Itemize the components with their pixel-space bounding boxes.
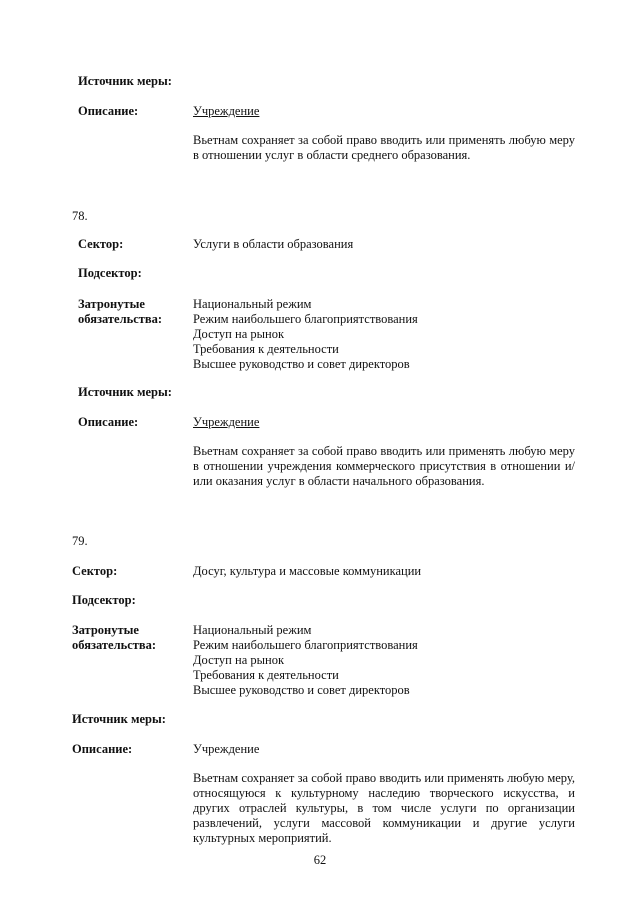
obligation-item: Высшее руководство и совет директоров xyxy=(193,357,410,371)
obligation-item: Национальный режим xyxy=(193,297,312,311)
obligations-label xyxy=(78,297,162,327)
obligations-label xyxy=(72,623,156,653)
source-label: Источник меры: xyxy=(78,74,172,88)
description-value: Учреждение xyxy=(193,104,260,118)
subsector-label: Подсектор: xyxy=(72,593,136,607)
description-text: Вьетнам сохраняет за собой право вводить или применять любую меру в отношении услуг в области среднего образования. xyxy=(193,133,575,162)
page-number: 62 xyxy=(313,853,327,867)
source-label: Источник меры: xyxy=(78,385,172,399)
obligation-item: Режим наибольшего благоприятствования xyxy=(193,638,418,652)
obligation-item: Требования к деятельности xyxy=(193,668,339,682)
sector-label: Сектор: xyxy=(72,564,118,578)
description-label: Описание: xyxy=(78,415,139,429)
obligations-list xyxy=(193,297,418,372)
obligations-label-line2: обязательства: xyxy=(72,638,157,652)
obligations-list xyxy=(193,623,418,698)
sector-label: Сектор: xyxy=(78,237,124,251)
obligation-item: Доступ на рынок xyxy=(193,327,285,341)
subsector-label: Подсектор: xyxy=(78,266,142,280)
sector-value: Услуги в области образования xyxy=(193,237,354,251)
entry-number: 79. xyxy=(72,534,88,548)
source-label: Источник меры: xyxy=(72,712,166,726)
obligations-label-line1: Затронутые xyxy=(72,623,139,637)
description-text: Вьетнам сохраняет за собой право вводить или применять любую меру, относящуюся к культурному наследию творческого искусства, и других отраслей культуры, в том числе услуги по организации развлечений, услуги массовой коммуникации и другие услуги культурных мероприятий. xyxy=(193,771,575,845)
obligations-label-line1: Затронутые xyxy=(78,297,145,311)
obligation-item: Высшее руководство и совет директоров xyxy=(193,683,410,697)
sector-value: Досуг, культура и массовые коммуникации xyxy=(193,564,422,578)
entry-number: 78. xyxy=(72,209,88,223)
description-label: Описание: xyxy=(78,104,139,118)
obligations-label-line2: обязательства: xyxy=(78,312,163,326)
obligation-item: Доступ на рынок xyxy=(193,653,285,667)
obligation-item: Требования к деятельности xyxy=(193,342,339,356)
description-value: Учреждение xyxy=(193,415,260,429)
description-value: Учреждение xyxy=(193,742,260,756)
obligation-item: Режим наибольшего благоприятствования xyxy=(193,312,418,326)
description-text: Вьетнам сохраняет за собой право вводить или применять любую меру в отношении учреждения коммерческого присутствия в отношении и/или оказания услуг в области начального образования. xyxy=(193,444,575,488)
description-label: Описание: xyxy=(72,742,133,756)
obligation-item: Национальный режим xyxy=(193,623,312,637)
